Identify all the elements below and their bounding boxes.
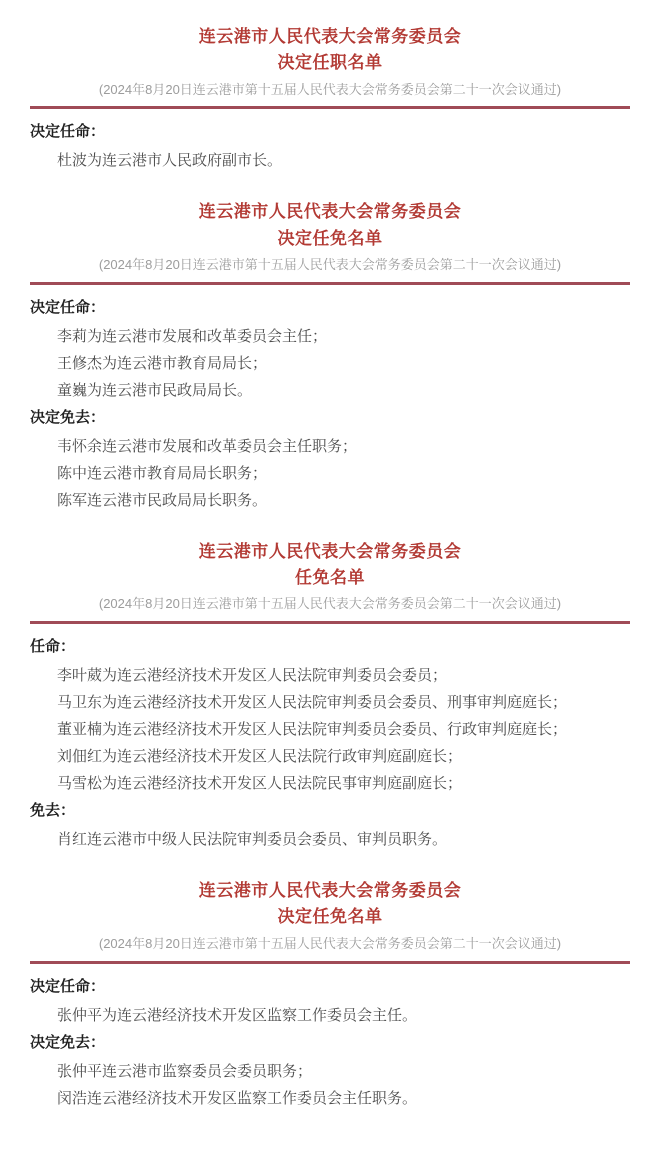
block-heading-appoint: 决定任命：	[30, 298, 106, 316]
list-item: 董亚楠为连云港经济技术开发区人民法院审判委员会委员、行政审判庭庭长；	[57, 721, 568, 739]
list-item: 陈军连云港市民政局局长职务。	[57, 491, 268, 509]
meeting-note: (2024年8月20日连云港市第十五届人民代表大会常务委员会第二十一次会议通过)	[98, 596, 562, 612]
notice-section-2	[30, 201, 630, 510]
list-item: 闵浩连云港经济技术开发区监察工作委员会主任职务。	[57, 1089, 418, 1107]
block-heading-remove: 免去：	[30, 802, 76, 820]
section-divider	[30, 282, 630, 285]
list-item: 李莉为连云港市发展和改革委员会主任；	[57, 327, 328, 345]
notice-subtitle: 任免名单	[295, 568, 365, 588]
block-heading-appoint: 决定任命：	[30, 123, 106, 141]
section-divider	[30, 961, 630, 964]
list-item: 李叶葳为连云港经济技术开发区人民法院审判委员会委员；	[57, 667, 448, 685]
list-item: 王修杰为连云港市教育局局长；	[57, 354, 268, 372]
org-title: 连云港市人民代表大会常务委员会	[198, 27, 462, 46]
block-heading-appoint: 任命：	[30, 638, 76, 656]
list-item: 韦怀余连云港市发展和改革委员会主任职务；	[57, 437, 358, 455]
list-item: 童巍为连云港市民政局局长。	[57, 381, 253, 399]
section-divider	[30, 621, 630, 624]
notice-section-3	[30, 541, 630, 850]
notice-subtitle: 决定任职名单	[277, 53, 383, 73]
meeting-note: (2024年8月20日连云港市第十五届人民代表大会常务委员会第二十一次会议通过)	[98, 935, 562, 951]
block-heading-remove: 决定免去：	[30, 1033, 106, 1051]
notice-section-1	[30, 26, 630, 171]
meeting-note: (2024年8月20日连云港市第十五届人民代表大会常务委员会第二十一次会议通过)	[98, 256, 562, 272]
list-item: 马雪松为连云港经济技术开发区人民法院民事审判庭副庭长；	[57, 775, 463, 793]
org-title: 连云港市人民代表大会常务委员会	[198, 202, 462, 222]
notice-section-4	[30, 880, 630, 1108]
list-item: 马卫东为连云港经济技术开发区人民法院审判委员会委员、刑事审判庭庭长；	[57, 694, 568, 712]
list-item: 陈中连云港市教育局局长职务；	[57, 464, 268, 482]
block-heading-appoint: 决定任命：	[30, 977, 106, 995]
list-item: 肖红连云港市中级人民法院审判委员会委员、审判员职务。	[57, 831, 448, 849]
block-heading-remove: 决定免去：	[30, 408, 106, 426]
list-item: 张仲平连云港市监察委员会委员职务；	[57, 1062, 313, 1080]
notice-subtitle: 决定任免名单	[277, 228, 383, 248]
list-item: 刘佃红为连云港经济技术开发区人民法院行政审判庭副庭长；	[57, 748, 463, 766]
org-title: 连云港市人民代表大会常务委员会	[198, 541, 462, 561]
notice-subtitle: 决定任免名单	[277, 907, 383, 927]
section-divider	[30, 106, 630, 109]
meeting-note: (2024年8月20日连云港市第十五届人民代表大会常务委员会第二十一次会议通过)	[98, 81, 562, 97]
org-title: 连云港市人民代表大会常务委员会	[198, 881, 462, 901]
list-item: 张仲平为连云港经济技术开发区监察工作委员会主任。	[57, 1006, 418, 1024]
list-item: 杜波为连云港市人民政府副市长。	[57, 152, 283, 170]
